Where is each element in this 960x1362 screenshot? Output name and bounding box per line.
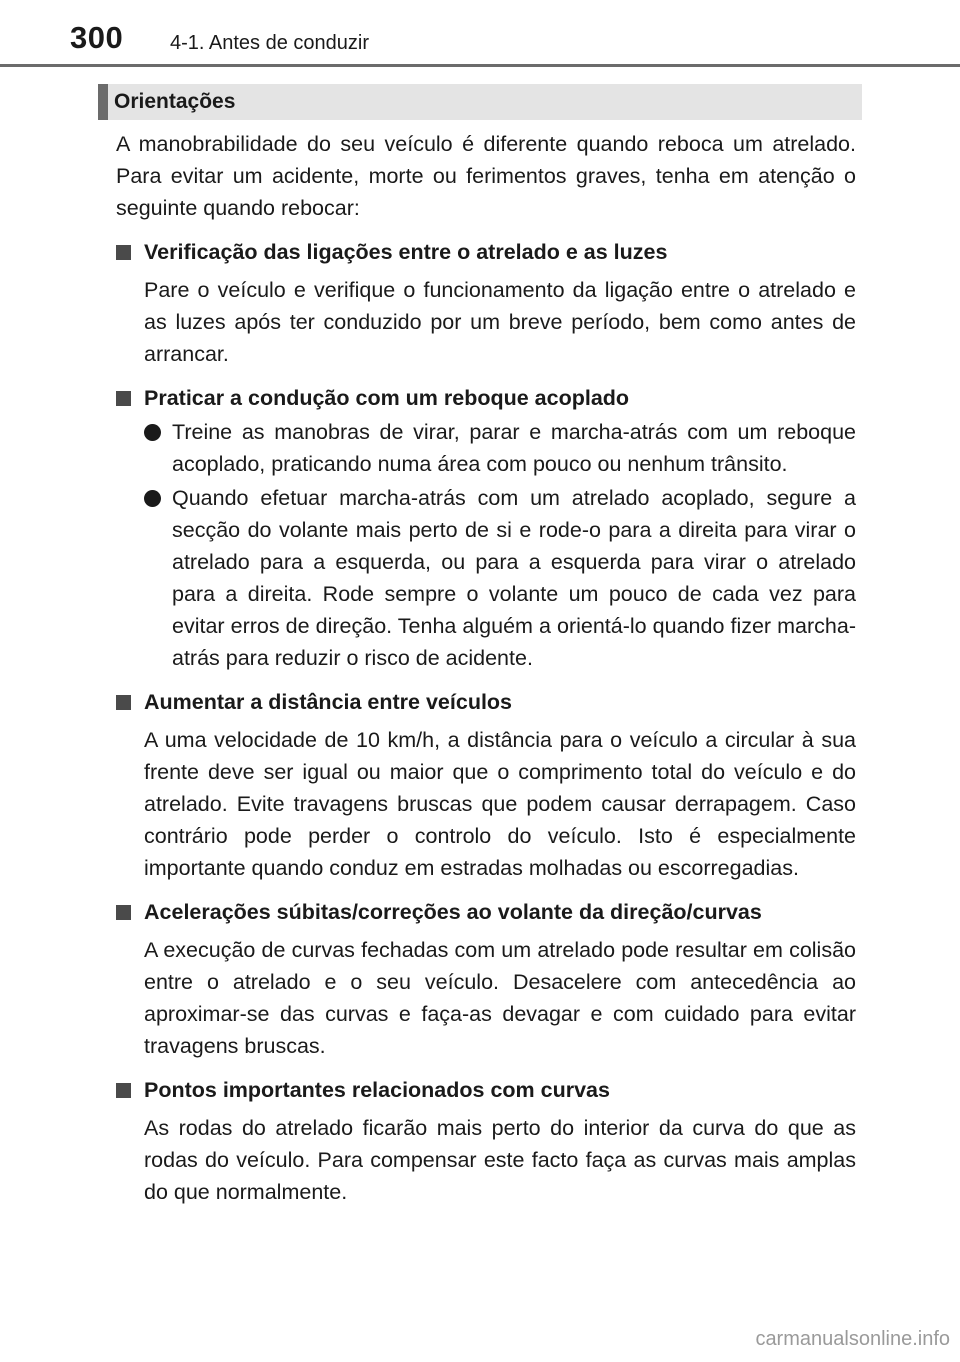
- item-heading: [116, 896, 856, 928]
- item-heading: [116, 382, 856, 414]
- item-heading-text: Acelerações súbitas/correções ao volante da direção/curvas: [144, 900, 762, 924]
- square-bullet-icon: [116, 905, 131, 920]
- section-title-bar: [98, 84, 862, 120]
- header-divider: [0, 64, 960, 67]
- bullet-text: Quando efetuar marcha-atrás com um atrelado acoplado, segure a secção do volante mais perto de si e rode-o para a direita para virar o atrelado para a esquerda, ou para a esquerda para virar o atrelado para a direita. Rode sempre o volante um pouco de cada vez para evitar erros de direção. Tenha alguém a orientá-lo quando fizer marcha-atrás para reduzir o risco de acidente.: [172, 486, 856, 670]
- list-item: [116, 686, 856, 884]
- list-item: [116, 382, 856, 674]
- item-heading-text: Aumentar a distância entre veículos: [144, 690, 513, 714]
- item-heading-text: Verificação das ligações entre o atrelado e as luzes: [144, 240, 668, 264]
- list-item: [116, 1074, 856, 1208]
- item-body: As rodas do atrelado ficarão mais perto do interior da curva do que as rodas do veículo. Para compensar este facto faça as curvas mais amplas do que normalmente.: [144, 1116, 856, 1204]
- item-heading-text: Pontos importantes relacionados com curvas: [144, 1078, 610, 1102]
- bullet-point: [116, 482, 856, 674]
- page-header: [0, 0, 960, 70]
- square-bullet-icon: [116, 245, 131, 260]
- item-heading: [116, 686, 856, 718]
- page-content: [116, 128, 856, 1208]
- round-bullet-icon: [144, 490, 161, 507]
- round-bullet-icon: [144, 424, 161, 441]
- square-bullet-icon: [116, 391, 131, 406]
- list-item: [116, 236, 856, 370]
- square-bullet-icon: [116, 695, 131, 710]
- item-heading: [116, 236, 856, 268]
- item-body: Pare o veículo e verifique o funcionamento da ligação entre o atrelado e as luzes após ter conduzido por um breve período, bem como antes de arrancar.: [144, 278, 856, 366]
- item-body: A uma velocidade de 10 km/h, a distância para o veículo a circular à sua frente deve ser igual ou maior que o comprimento total do veículo e do atrelado. Evite travagens bruscas que podem causar derrapagem. Caso contrário pode perder o controlo do veículo. Isto é especialmente importante quando conduz em estradas molhadas ou escorregadias.: [144, 728, 856, 880]
- section-title: Orientações: [114, 90, 236, 113]
- bullet-text: Treine as manobras de virar, parar e marcha-atrás com um reboque acoplado, praticando numa área com pouco ou nenhum trânsito.: [172, 420, 856, 476]
- watermark: carmanualsonline.info: [755, 1328, 950, 1350]
- item-body: A execução de curvas fechadas com um atrelado pode resultar em colisão entre o atrelado e o seu veículo. Desacelere com antecedência ao aproximar-se das curvas e faça-as devagar e com cuidado para evitar travagens bruscas.: [144, 938, 856, 1058]
- intro-paragraph: A manobrabilidade do seu veículo é diferente quando reboca um atrelado. Para evitar um acidente, morte ou ferimentos graves, tenha em atenção o seguinte quando rebocar:: [116, 132, 856, 220]
- list-item: [116, 896, 856, 1062]
- item-heading-text: Praticar a condução com um reboque acoplado: [144, 386, 630, 410]
- section-accent: [98, 84, 108, 120]
- square-bullet-icon: [116, 1083, 131, 1098]
- page-number: 300: [70, 20, 124, 55]
- item-heading: [116, 1074, 856, 1106]
- bullet-point: [116, 416, 856, 480]
- chapter-title: 4-1. Antes de conduzir: [170, 32, 370, 54]
